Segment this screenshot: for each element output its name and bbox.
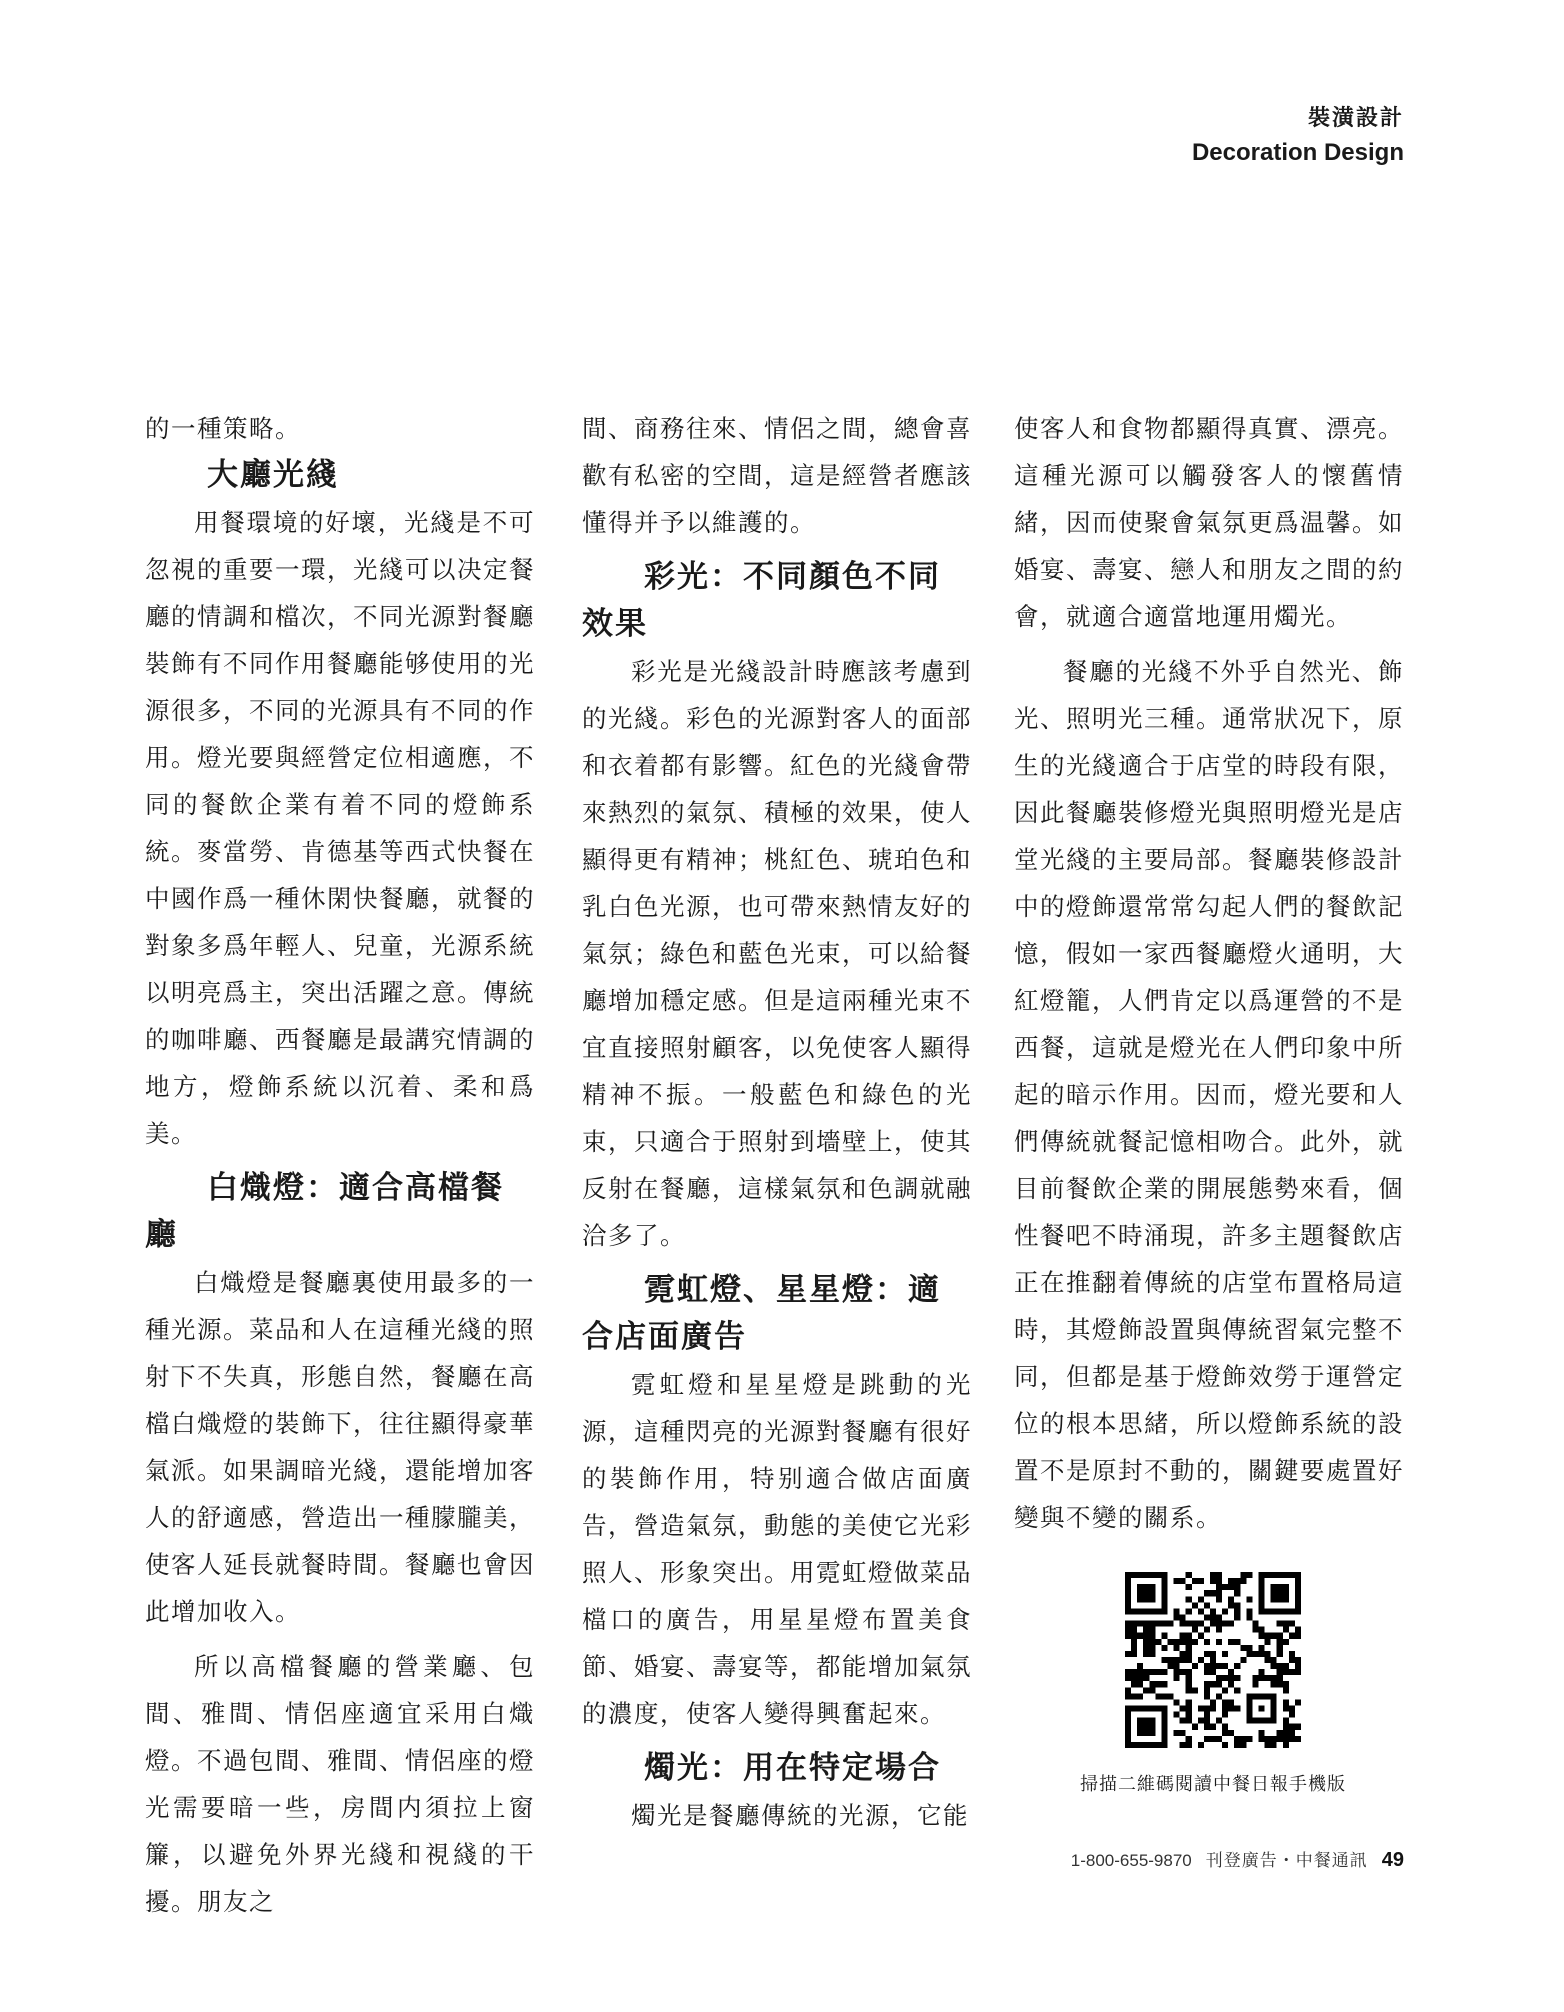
- paragraph: 霓虹燈和星星燈是跳動的光源，這種閃亮的光源對餐廳有很好的裝飾作用，特别適合做店面廣告，營造氣氛，動態的美使它光彩照人、形象突出。用霓虹燈做菜品檔口的廣告，用星星燈布置美食節、婚宴、壽宴等，都能增加氣氛的濃度，使客人變得興奮起來。: [582, 1370, 972, 1728]
- paragraph: 白熾燈是餐廳裏使用最多的一種光源。菜品和人在這種光綫的照射下不失真，形態自然，餐廳在高檔白熾燈的裝飾下，往往顯得豪華氣派。如果調暗光綫，還能增加客人的舒適感，營造出一種朦朧美，使客人延長就餐時間。餐廳也會因此增加收入。: [145, 1268, 535, 1626]
- footer-publication: 刊登廣告・中餐通訊: [1205, 1851, 1368, 1871]
- section-title-en: Decoration Design: [1191, 139, 1404, 166]
- paragraph: 間、商務往來、情侶之間，總會喜歡有私密的空間，這是經營者應該懂得并予以維護的。: [582, 414, 972, 537]
- paragraph: 彩光是光綫設計時應該考慮到的光綫。彩色的光源對客人的面部和衣着都有影響。紅色的光綫會帶來熱烈的氣氛、積極的效果，使人顯得更有精神；桃紅色、琥珀色和乳白色光源，也可帶來熱情友好的氣氛；綠色和藍色光束，可以給餐廳增加穩定感。但是這兩種光束不宜直接照射顧客，以免使客人顯得精神不振。一般藍色和綠色的光束，只適合于照射到墻壁上，使其反射在餐廳，這樣氣氛和色調就融洽多了。: [582, 657, 972, 1250]
- subheading-incandescent: 白熾燈：適合高檔餐廳: [145, 1170, 504, 1253]
- subheading-neon-lights: 霓虹燈、星星燈：適合店面廣告: [582, 1272, 941, 1355]
- article-column-1: [145, 405, 535, 1925]
- article-column-2: [582, 405, 972, 1839]
- section-title-zh: 裝潢設計: [1307, 106, 1404, 131]
- page-number: 49: [1381, 1849, 1404, 1871]
- page-footer: [1071, 1846, 1404, 1872]
- qr-caption: 掃描二維碼閱讀中餐日報手機版: [1080, 1774, 1346, 1795]
- paragraph: 的一種策略。: [145, 414, 301, 443]
- subheading-colored-light: 彩光：不同顏色不同效果: [582, 559, 941, 642]
- subheading-candlelight: 燭光：用在特定場合: [644, 1750, 941, 1786]
- paragraph: 燭光是餐廳傳統的光源，它能: [631, 1801, 969, 1830]
- paragraph: 餐廳的光綫不外乎自然光、飾光、照明光三種。通常狀况下，原生的光綫適合于店堂的時段有限，因此餐廳裝修燈光與照明燈光是店堂光綫的主要局部。餐廳裝修設計中的燈飾還常常勾起人們的餐飲記憶，假如一家西餐廳燈火通明，大紅燈籠，人們肯定以爲運營的不是西餐，這就是燈光在人們印象中所起的暗示作用。因而，燈光要和人們傳統就餐記憶相吻合。此外，就目前餐飲企業的開展態勢來看，個性餐吧不時涌現，許多主題餐飲店正在推翻着傳統的店堂布置格局這時，其燈飾設置與傳統習氣完整不同，但都是基于燈飾效勞于運營定位的根本思緒，所以燈飾系統的設置不是原封不動的，關鍵要處置好變與不變的關系。: [1014, 657, 1404, 1532]
- section-header: [1192, 102, 1404, 170]
- paragraph: 用餐環境的好壞，光綫是不可忽視的重要一環，光綫可以决定餐廳的情調和檔次，不同光源對餐廳裝飾有不同作用餐廳能够使用的光源很多，不同的光源具有不同的作用。燈光要與經營定位相適應，不同的餐飲企業有着不同的燈飾系統。麥當勞、肯德基等西式快餐在中國作爲一種休閑快餐廳，就餐的對象多爲年輕人、兒童，光源系統以明亮爲主，突出活躍之意。傳統的咖啡廳、西餐廳是最講究情調的地方，燈飾系統以沉着、柔和爲美。: [145, 508, 535, 1148]
- paragraph: 所以高檔餐廳的營業廳、包間、雅間、情侶座適宜采用白熾燈。不過包間、雅間、情侶座的燈光需要暗一些，房間内須拉上窗簾，以避免外界光綫和視綫的干擾。朋友之: [145, 1652, 535, 1916]
- qr-code-icon: [1125, 1572, 1301, 1748]
- paragraph: 使客人和食物都顯得真實、漂亮。這種光源可以觸發客人的懷舊情緒，因而使聚會氣氛更爲温馨。如婚宴、壽宴、戀人和朋友之間的約會，就適合適當地運用燭光。: [1014, 414, 1404, 631]
- footer-phone: 1-800-655-9870: [1070, 1851, 1192, 1870]
- article-column-3: [1014, 405, 1404, 1541]
- subheading-lobby-lighting: 大廳光綫: [207, 457, 339, 493]
